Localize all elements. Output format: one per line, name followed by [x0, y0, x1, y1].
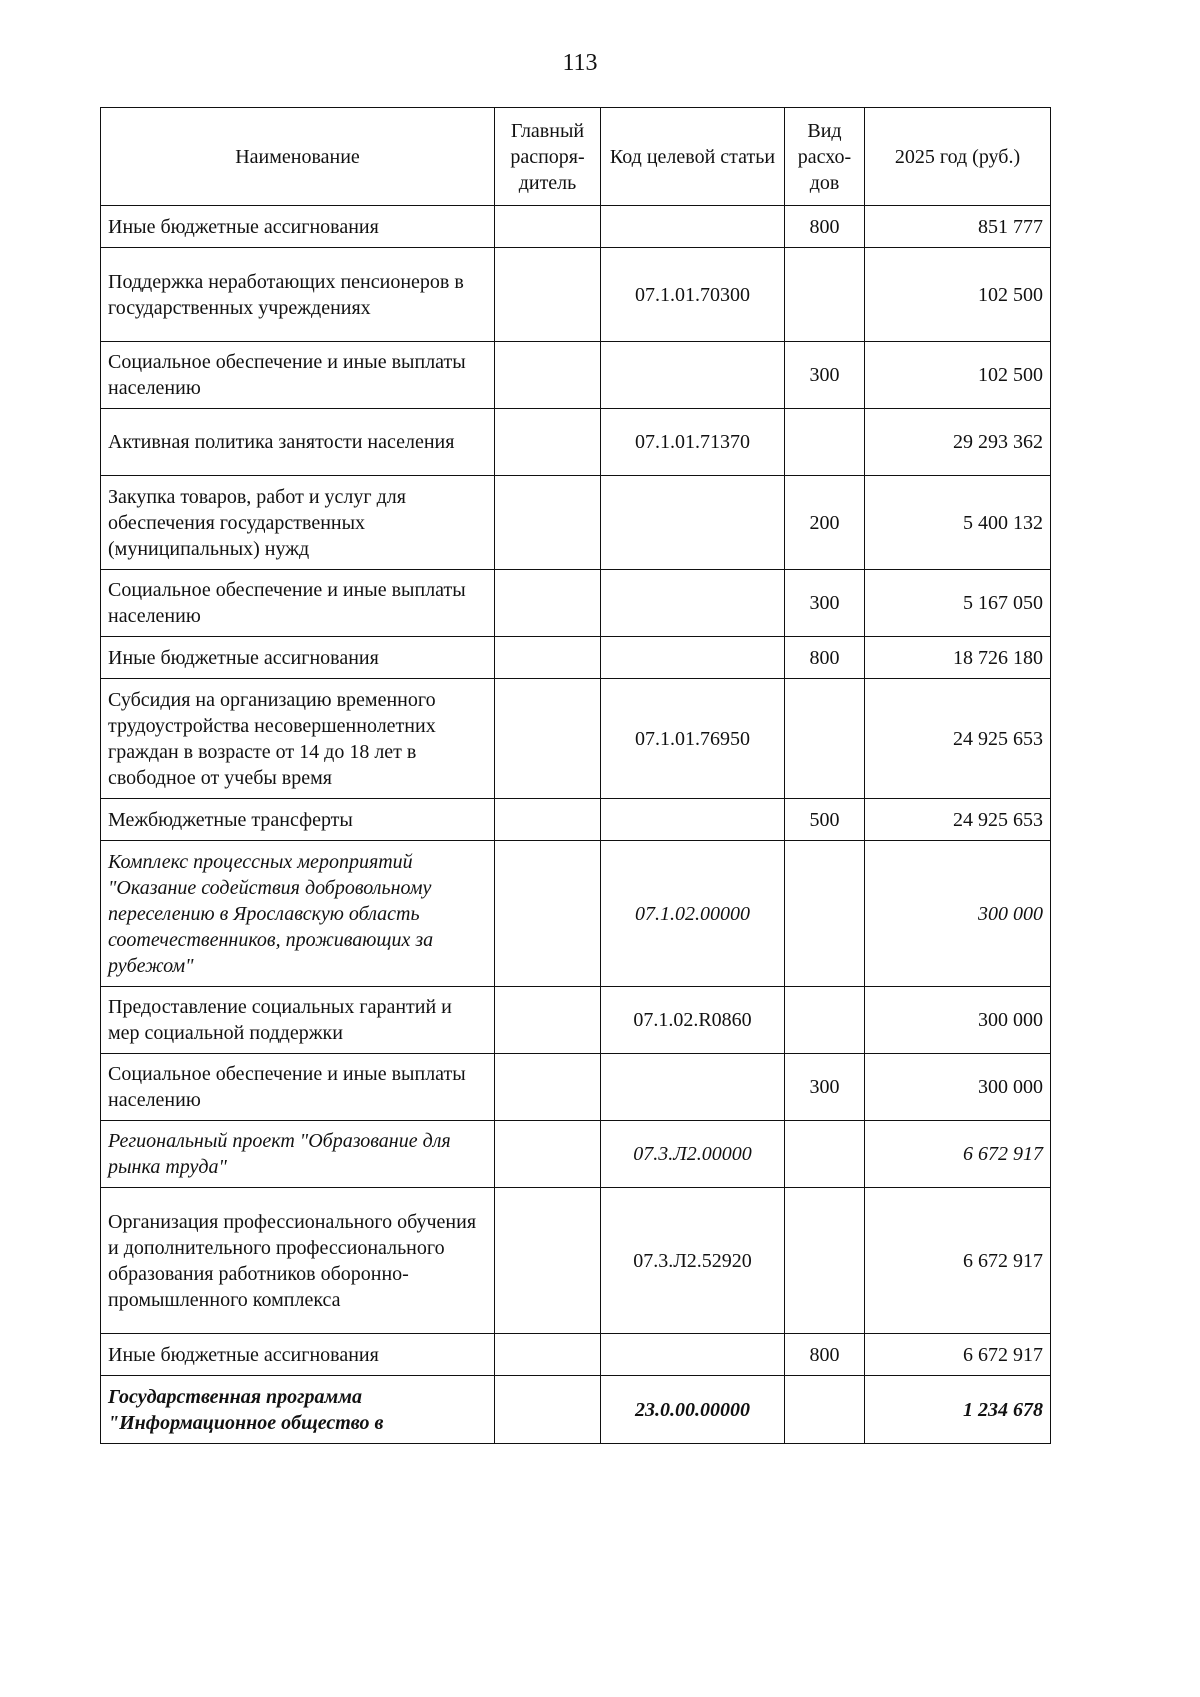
cell-manager [495, 248, 601, 342]
cell-manager [495, 476, 601, 570]
cell-name: Региональный проект "Образование для рынка труда" [101, 1121, 495, 1188]
cell-name: Иные бюджетные ассигнования [101, 206, 495, 248]
cell-kind: 200 [785, 476, 865, 570]
cell-manager [495, 342, 601, 409]
table-row [101, 1376, 1051, 1444]
cell-kind: 300 [785, 570, 865, 637]
table-row [101, 342, 1051, 409]
cell-kind: 500 [785, 799, 865, 841]
cell-manager [495, 987, 601, 1054]
cell-name: Организация профессионального обучения и дополнительного профессионального образования работников оборонно-промышленного комплекса [101, 1188, 495, 1334]
cell-code [601, 799, 785, 841]
cell-code [601, 570, 785, 637]
header-code: Код целевой статьи [601, 108, 785, 206]
cell-amount: 300 000 [865, 987, 1051, 1054]
cell-amount: 5 167 050 [865, 570, 1051, 637]
table-row [101, 637, 1051, 679]
cell-manager [495, 570, 601, 637]
cell-manager [495, 1054, 601, 1121]
cell-amount: 6 672 917 [865, 1121, 1051, 1188]
cell-amount: 1 234 678 [865, 1376, 1051, 1444]
cell-name: Иные бюджетные ассигнования [101, 1334, 495, 1376]
cell-code: 07.1.02.00000 [601, 841, 785, 987]
table-body [101, 206, 1051, 1444]
table-row [101, 476, 1051, 570]
cell-amount: 6 672 917 [865, 1188, 1051, 1334]
cell-code: 23.0.00.00000 [601, 1376, 785, 1444]
cell-code [601, 1054, 785, 1121]
cell-amount: 24 925 653 [865, 799, 1051, 841]
cell-amount: 18 726 180 [865, 637, 1051, 679]
cell-name: Поддержка неработающих пенсионеров в государственных учреждениях [101, 248, 495, 342]
cell-code [601, 476, 785, 570]
cell-code: 07.3.Л2.52920 [601, 1188, 785, 1334]
table-row [101, 1334, 1051, 1376]
cell-amount: 5 400 132 [865, 476, 1051, 570]
table-row [101, 1054, 1051, 1121]
cell-manager [495, 799, 601, 841]
cell-kind [785, 248, 865, 342]
page-number: 113 [562, 50, 598, 76]
cell-amount: 851 777 [865, 206, 1051, 248]
header-kind: Вид расхо- дов [785, 108, 865, 206]
cell-code [601, 342, 785, 409]
cell-kind [785, 987, 865, 1054]
cell-kind [785, 409, 865, 476]
table-row [101, 570, 1051, 637]
table-header-row [101, 108, 1051, 206]
cell-kind: 800 [785, 637, 865, 679]
cell-name: Социальное обеспечение и иные выплаты населению [101, 570, 495, 637]
cell-manager [495, 409, 601, 476]
cell-code [601, 206, 785, 248]
cell-name: Субсидия на организацию временного трудоустройства несовершеннолетних граждан в возрасте от 14 до 18 лет в свободное от учебы время [101, 679, 495, 799]
cell-amount: 24 925 653 [865, 679, 1051, 799]
cell-amount: 300 000 [865, 1054, 1051, 1121]
cell-name: Иные бюджетные ассигнования [101, 637, 495, 679]
table-row [101, 1188, 1051, 1334]
cell-amount: 102 500 [865, 248, 1051, 342]
cell-kind: 300 [785, 342, 865, 409]
cell-manager [495, 679, 601, 799]
cell-amount: 102 500 [865, 342, 1051, 409]
cell-name: Социальное обеспечение и иные выплаты населению [101, 1054, 495, 1121]
cell-manager [495, 841, 601, 987]
cell-name: Предоставление социальных гарантий и мер социальной поддержки [101, 987, 495, 1054]
cell-name: Закупка товаров, работ и услуг для обеспечения государственных (муниципальных) нужд [101, 476, 495, 570]
table-row [101, 987, 1051, 1054]
cell-name: Комплекс процессных мероприятий "Оказание содействия добровольному переселению в Ярославскую область соотечественников, проживающих за рубежом" [101, 841, 495, 987]
cell-kind [785, 841, 865, 987]
table-row [101, 248, 1051, 342]
cell-code [601, 637, 785, 679]
cell-code [601, 1334, 785, 1376]
cell-manager [495, 1188, 601, 1334]
cell-kind [785, 1121, 865, 1188]
table-row [101, 206, 1051, 248]
cell-manager [495, 1334, 601, 1376]
cell-name: Межбюджетные трансферты [101, 799, 495, 841]
cell-kind [785, 1188, 865, 1334]
table-row [101, 679, 1051, 799]
table-row [101, 1121, 1051, 1188]
cell-name: Активная политика занятости населения [101, 409, 495, 476]
cell-kind: 800 [785, 1334, 865, 1376]
cell-kind: 800 [785, 206, 865, 248]
cell-code: 07.1.01.71370 [601, 409, 785, 476]
cell-amount: 29 293 362 [865, 409, 1051, 476]
budget-table [100, 107, 1051, 1444]
table-row [101, 841, 1051, 987]
cell-code: 07.3.Л2.00000 [601, 1121, 785, 1188]
cell-name: Социальное обеспечение и иные выплаты населению [101, 342, 495, 409]
cell-amount: 300 000 [865, 841, 1051, 987]
header-amount: 2025 год (руб.) [865, 108, 1051, 206]
header-manager: Главный распоря- дитель [495, 108, 601, 206]
cell-amount: 6 672 917 [865, 1334, 1051, 1376]
cell-manager [495, 1376, 601, 1444]
header-name: Наименование [101, 108, 495, 206]
cell-code: 07.1.01.76950 [601, 679, 785, 799]
cell-code: 07.1.02.R0860 [601, 987, 785, 1054]
cell-manager [495, 206, 601, 248]
cell-kind: 300 [785, 1054, 865, 1121]
cell-manager [495, 1121, 601, 1188]
table-row [101, 799, 1051, 841]
cell-manager [495, 637, 601, 679]
cell-kind [785, 679, 865, 799]
table-row [101, 409, 1051, 476]
cell-code: 07.1.01.70300 [601, 248, 785, 342]
cell-name: Государственная программа "Информационное общество в [101, 1376, 495, 1444]
cell-kind [785, 1376, 865, 1444]
